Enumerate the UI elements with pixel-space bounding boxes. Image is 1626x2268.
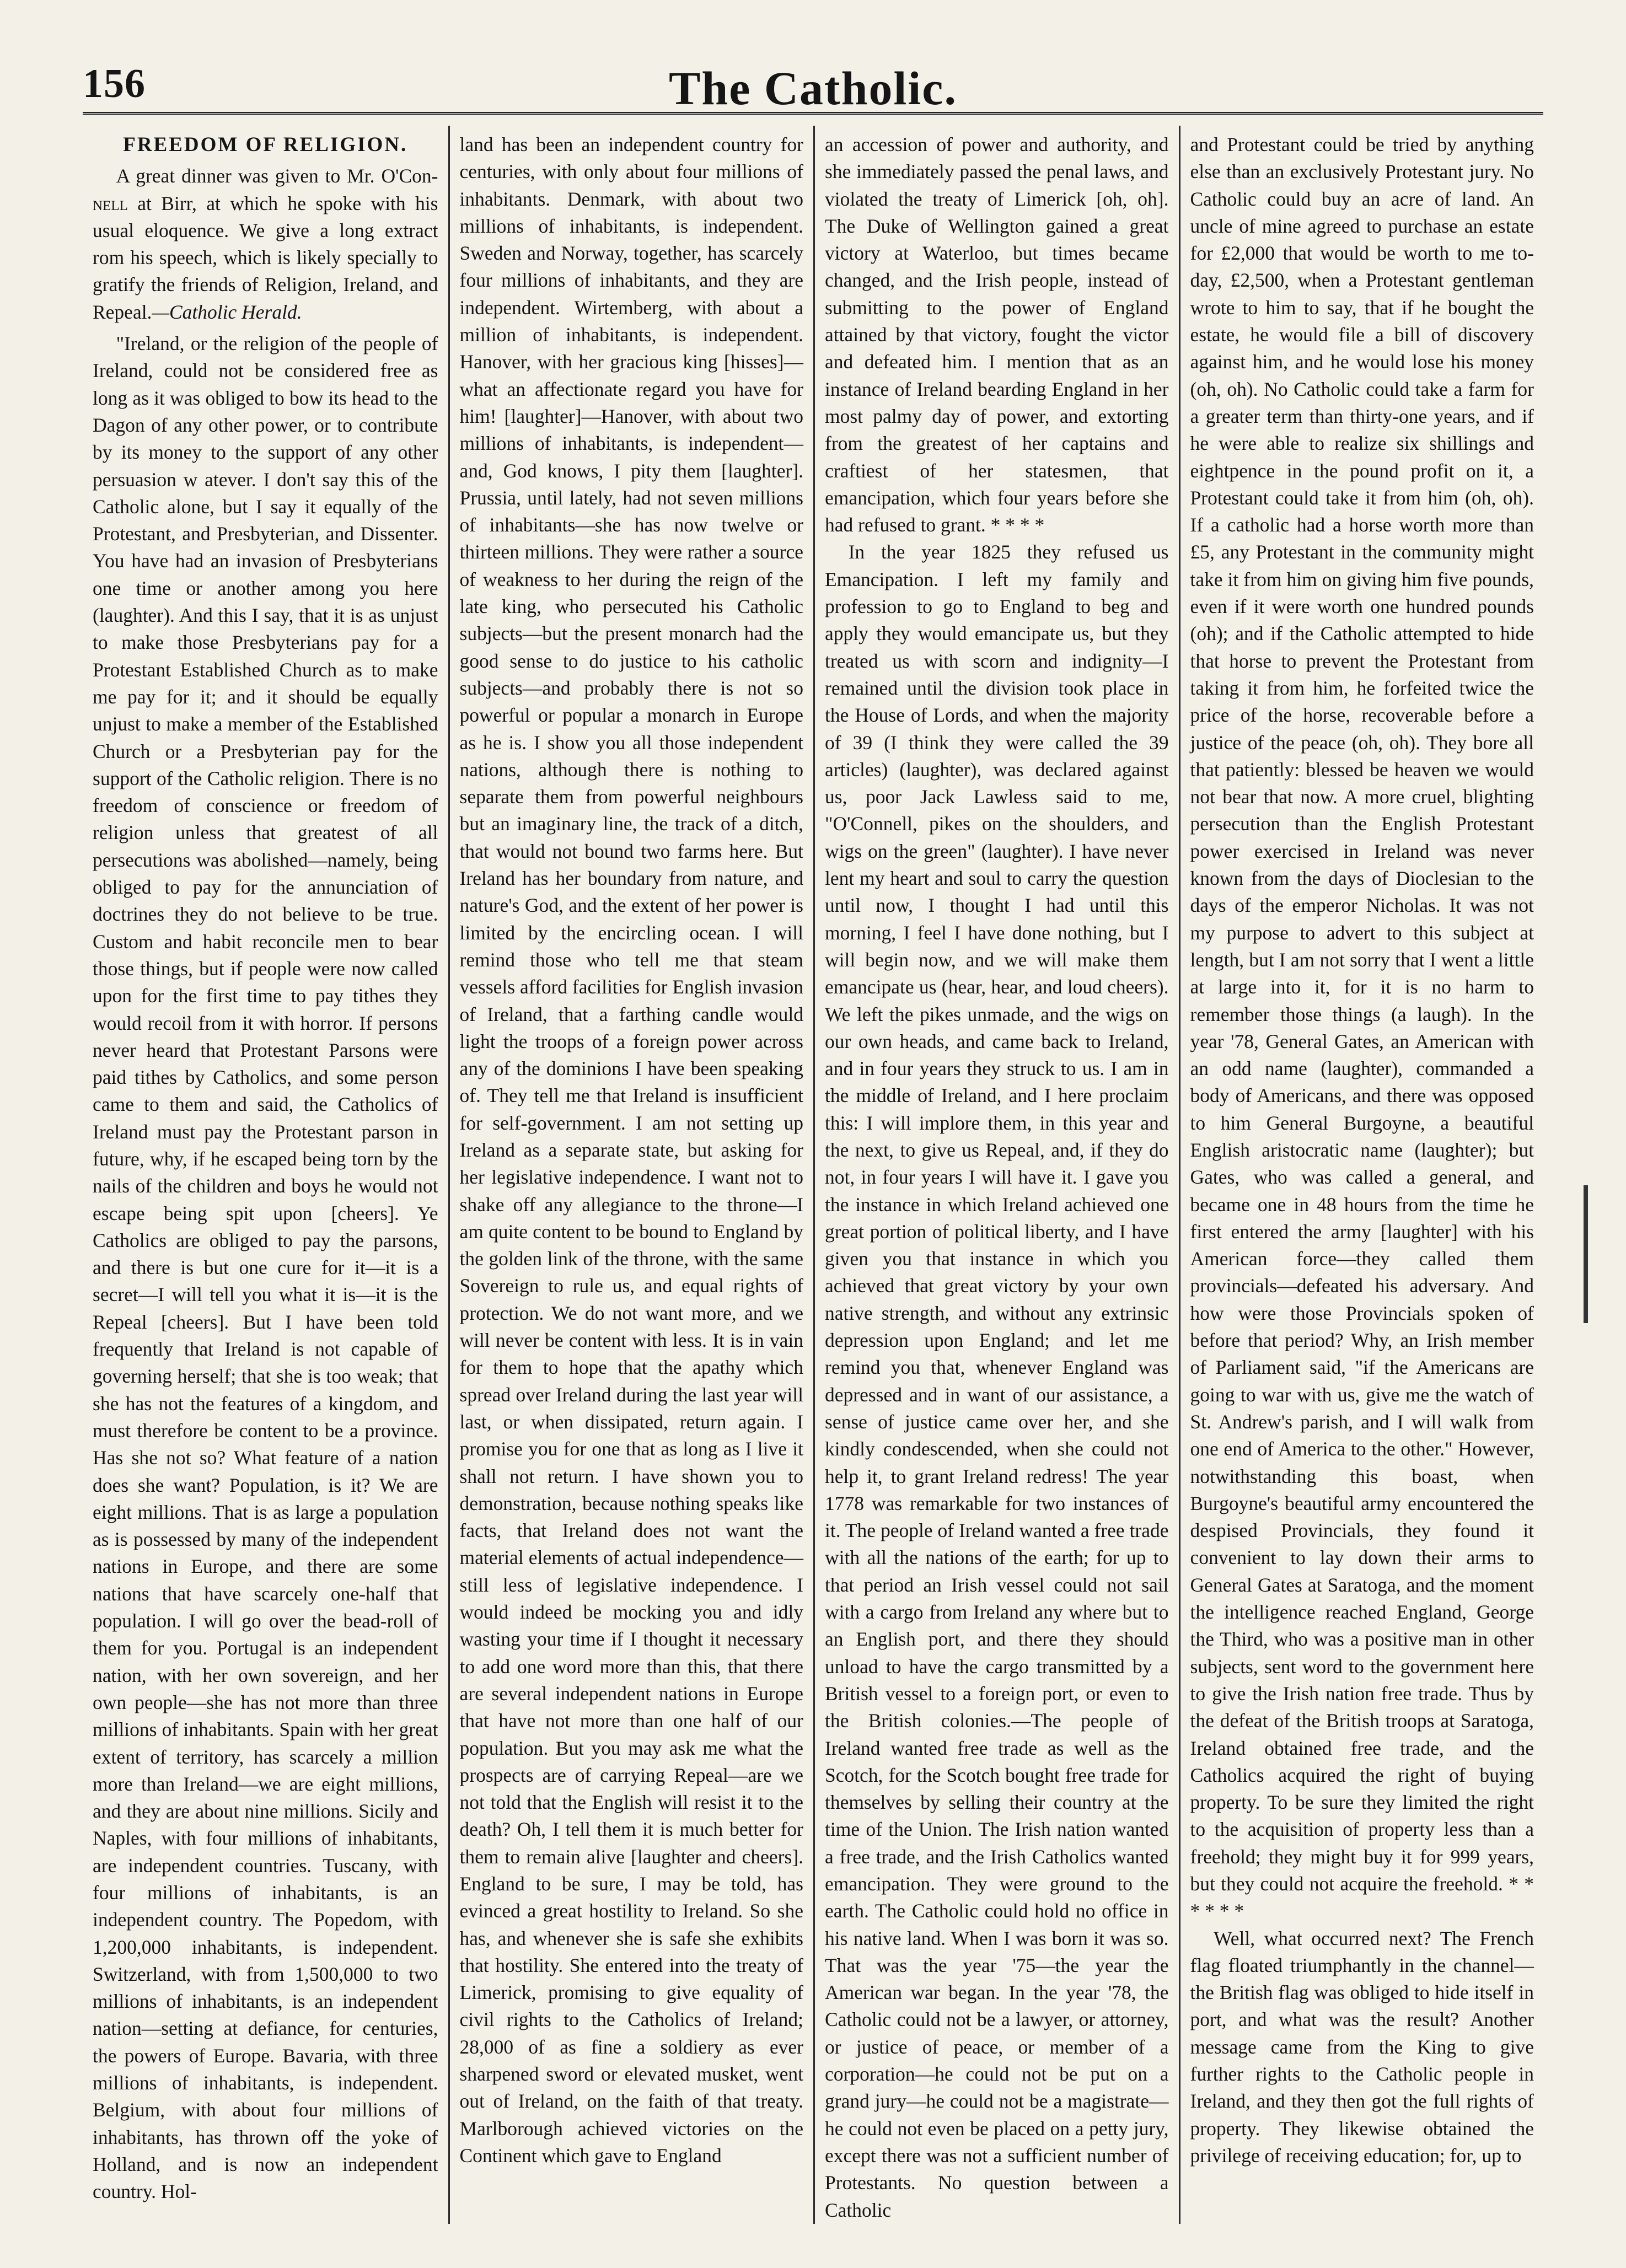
article-source: —Catholic Herald. bbox=[152, 300, 302, 323]
column-1 bbox=[83, 126, 448, 2224]
column-3 bbox=[813, 126, 1179, 2224]
column-paragraph: land has been an independent country for centuries, with only about four millions of inhabitants. Denmark, with about two millions of inhabitants, is independent. Sweden and Norway, together, has scarcely four millions of inhabitants, and they are independent. Wirtemberg, with about a million of inhabitants, is independent. Hanover, with her gracious king [hisses]—what an affectionate regard you have for him! [laughter]—Hanover, with about two millions of inhabitants, is independent—and, God knows, I pity them [laughter]. Prussia, until lately, had not seven millions of inhabitants—she has now twelve or thirteen millions. They were rather a source of weakness to her during the reign of the late king, who persecuted his Catholic subjects—but the present monarch had the good sense to do justice to his catholic subjects—and probably there is not so powerful or popular a monarch in Europe as he is. I show you all those independent nations, although there is nothing to separate them from powerful neighbours but an imaginary line, the track of a ditch, that would not bound two farms here. But Ireland has her boundary from nature, and nature's God, and the extent of her power is limited by the encircling ocean. I will remind those who tell me that steam vessels afford facilities for English invasion of Ireland, that a farthing candle would light the troops of a foreign power across any of the dominions I have been speaking of. They tell me that Ireland is insufficient for self-government. I am not setting up Ireland as a separate state, but asking for her legislative independence. I want not to shake off any allegiance to the throne—I am quite content to be bound to England by the golden link of the throne, with the same Sovereign to rule us, and equal rights of protection. We do not want more, and we will never be content with less. It is in vain for them to hope that the apathy which spread over Ireland during the last year will last, or when dissipated, return again. I promise you for one that as long as I live it shall not return. I have shown you to demonstration, because nothing speaks like facts, that Ireland does not want the material elements of actual independence—still less of legislative independence. I would indeed be mocking you and idly wasting your time if I thought it necessary to add one word more than this, that there are several independent nations in Europe that have not more than one half of our population. But you may ask me what the prospects are of carrying Repeal—are we not told that the English will resist it to the death? Oh, I tell them it is much better for them to remain alive [laughter and cheers]. England to be sure, I may be told, has evinced a great hostility to Ireland. So she has, and whenever she is safe she exhibits that hostility. She entered into the treaty of Limerick, promising to give equality of civil rights to the Catholics of Ireland; 28,000 of as fine a soldiery as ever sharpened sword or elevated musket, went out of Ireland, on the faith of that treaty. Marlborough achieved victories on the Continent which gave to England bbox=[459, 133, 803, 2167]
intro-rest: at Birr, at which he spoke with his usual eloquence. We give a long extract rom his speech, which is likely specially to gratify the friends of Religion, Ireland, and Repeal. bbox=[93, 192, 438, 323]
column-4 bbox=[1179, 126, 1544, 2224]
header-rule bbox=[83, 112, 1543, 115]
column-paragraph: Well, what occurred next? The French flag floated triumphantly in the channel—the British flag was obliged to hide itself in port, and what was the result? Another message came from the King to give further rights to the Catholic people in Ireland, and they then got the full rights of property. They likewise obtained the privilege of receiving education; for, up to bbox=[1190, 1927, 1534, 2167]
article-intro bbox=[93, 163, 438, 326]
intro-name: nell bbox=[93, 192, 128, 214]
column-2 bbox=[448, 126, 814, 2224]
margin-mark bbox=[1584, 1185, 1588, 1323]
intro-lead: A great dinner was given to Mr. O'Con- bbox=[116, 165, 438, 187]
column-paragraph: an accession of power and authority, and she immediately passed the penal laws, and violated the treaty of Limerick [oh, oh]. The Duke of Wellington gained a great victory at Waterloo, but times became changed, and the Irish people, instead of submitting to the power of England attained by that victory, fought the victor and defeated him. I mention that as an instance of Ireland bearding England in her most palmy day of power, and extorting from the greatest of her captains and craftiest of her statesmen, that emancipation, which four years before she had refused to grant. * * * * bbox=[825, 133, 1169, 536]
publication-title: The Catholic. bbox=[669, 62, 957, 115]
column-paragraph: In the year 1825 they refused us Emancipation. I left my family and profession to go to England to beg and apply they would emancipate us, but they treated us with scorn and indignity—I remained until the division took place in the House of Lords, and when the majority of 39 (I think they were called the 39 articles) (laughter), was declared against us, poor Jack Lawless said to me, "O'Connell, pikes on the shoulders, and wigs on the green" (laughter). I have never lent my heart and soul to carry the question until now, I thought I had until this morning, I feel I have done nothing, but I will begin now, and we will make them emancipate us (hear, hear, and loud cheers). We left the pikes unmade, and the wigs on our own heads, and came back to Ireland, and in four years they struck to us. I am in the middle of Ireland, and I here proclaim this: I will implore them, in this year and the next, to give us Repeal, and, if they do not, in four years I will have it. I gave you the instance in which Ireland achieved one great portion of political liberty, and I have given you that instance in which you achieved that great victory by your own native strength, and without any extrinsic depression upon England; and let me remind you that, whenever England was depressed and in want of our assistance, a sense of justice came over her, and she kindly condescended, when she could not help it, to grant Ireland redress! The year 1778 was remarkable for two instances of it. The people of Ireland wanted a free trade with all the nations of the earth; for up to that period an Irish vessel could not sail with a cargo from Ireland any where but to an English port, and there they should unload to have the cargo transmitted by a British vessel to a foreign port, or even to the British colonies.—The people of Ireland wanted free trade as well as the Scotch, for the Scotch bought free trade for themselves by selling their country at the time of the Union. The Irish nation wanted a free trade, and the Irish Catholics wanted emancipation. They were ground to the earth. The Catholic could hold no office in his native land. When I was born it was so. That was the year '75—the year the American war began. In the year '78, the Catholic could not be a lawyer, or attorney, or justice of peace, or member of a corporation—he could not be put on a grand jury—he could not be a magistrate—he could not even be placed on a petty jury, except there was not a sufficient number of Protestants. No question between a Catholic bbox=[825, 541, 1169, 2221]
article-columns bbox=[83, 126, 1544, 2221]
column-paragraph: "Ireland, or the religion of the people of Ireland, could not be considered free as long as it was obliged to bow its head to the Dagon of any other power, or to contribute by its money to the support of any other persuasion w atever. I don't say this of the Catholic alone, but I say it equally of the Protestant, and Presbyterian, and Dissenter. You have had an invasion of Presbyterians one time or another among you here (laughter). And this I say, that it is as unjust to make those Presbyterians pay for a Protestant Established Church as to make me pay for it; and it should be equally unjust to make a member of the Established Church or a Presbyterian pay for the support of the Catholic religion. There is no freedom of conscience or freedom of religion unless that greatest of all persecutions was abolished—namely, being obliged to pay for the annunciation of doctrines they do not believe to be true. Custom and habit reconcile men to bear those things, but if people were now called upon for the first time to pay tithes they would recoil from it with horror. If persons never heard that Protestant Parsons were paid tithes by Catholics, and some person came to them and said, the Catholics of Ireland must pay the Protestant parson in future, why, if he escaped being torn by the nails of the children and boys he would not escape being spit upon [cheers]. Ye Catholics are obliged to pay the parsons, and there is but one cure for it—it is a secret—I will tell you what it is—it is the Repeal [cheers]. But I have been told frequently that Ireland is not capable of governing herself; that she is too weak; that she has not the features of a kingdom, and must therefore be content to be a province. Has she not so? What feature of a nation does she want? Population, is it? We are eight millions. That is as large a population as is possessed by many of the independent nations in Europe, and there are some nations that have scarcely one-half that population. I will go over the bead-roll of them for you. Portugal is an independent nation, with her own sovereign, and her own people—she has not more than three millions of inhabitants. Spain with her great extent of territory, has scarcely a million more than Ireland—we are eight millions, and they are about nine millions. Sicily and Naples, with four millions of inhabitants, are independent countries. Tuscany, with four millions of inhabitants, is an independent country. The Popedom, with 1,200,000 inhabitants, is independent. Switzerland, with from 1,500,000 to two millions of inhabitants, is an independent nation—setting at defiance, for centuries, the powers of Europe. Bavaria, with three millions of inhabitants, is independent. Belgium, with about four millions of inhabitants, has thrown off the yoke of Holland, and is now an independent country. Hol- bbox=[93, 332, 438, 2203]
column-paragraph: and Protestant could be tried by anything else than an exclusively Protestant jury. No Catholic could buy an acre of land. An uncle of mine agreed to purchase an estate for £2,000 that would be worth to me to-day, £2,500, when a Protestant gentleman wrote to him to say, that if he bought the estate, he would file a bill of discovery against him, and he would lose his money (oh, oh). No Catholic could take a farm for a greater term than thirty-one years, and if he were able to realize six shillings and eightpence in the pound profit on it, a Protestant could take it from him (oh, oh). If a catholic had a horse worth more than £5, any Protestant in the community might take it from him on giving him five pounds, even if it were worth one hundred pounds (oh); and if the Catholic attempted to hide that horse to prevent the Protestant from taking it from him, he forfeited twice the price of the horse, recoverable before a justice of the peace (oh, oh). They bore all that patiently: blessed be heaven we would not bear that now. A more cruel, blighting persecution than the English Protestant power exercised in Ireland was never known from the days of Dioclesian to the days of the emperor Nicholas. It was not my purpose to advert to this subject at length, but I am not sorry that I went a little at large into it, for it is no harm to remember those things (a laugh). In the year '78, General Gates, an American with an odd name (laughter), commanded a body of Americans, and there was opposed to him General Burgoyne, a beautiful English aristocratic name (laughter); but Gates, who was called a general, and became one in 48 hours from the time he first entered the army [laughter] with his American force—they called them provincials—defeated his adversary. And how were those Provincials spoken of before that period? Why, an Irish member of Parliament said, "if the Americans are going to war with us, give me the watch of St. Andrew's parish, and I will walk from one end of America to the other." However, notwithstanding this boast, when Burgoyne's beautiful army encountered the despised Provincials, they found it convenient to lay down their arms to General Gates at Saratoga, and the moment the intelligence reached England, George the Third, who was a positive man in other subjects, sent word to the government here to give the Irish nation free trade. Thus by the defeat of the British troops at Saratoga, Ireland obtained free trade, and the Catholics acquired the right of buying property. To be sure they limited the right to the acquisition of property less than a freehold; they might buy it for 999 years, but they could not acquire the freehold. * * * * * * bbox=[1190, 133, 1534, 1922]
article-title: FREEDOM OF RELIGION. bbox=[123, 133, 408, 156]
page-number: 156 bbox=[83, 61, 146, 106]
